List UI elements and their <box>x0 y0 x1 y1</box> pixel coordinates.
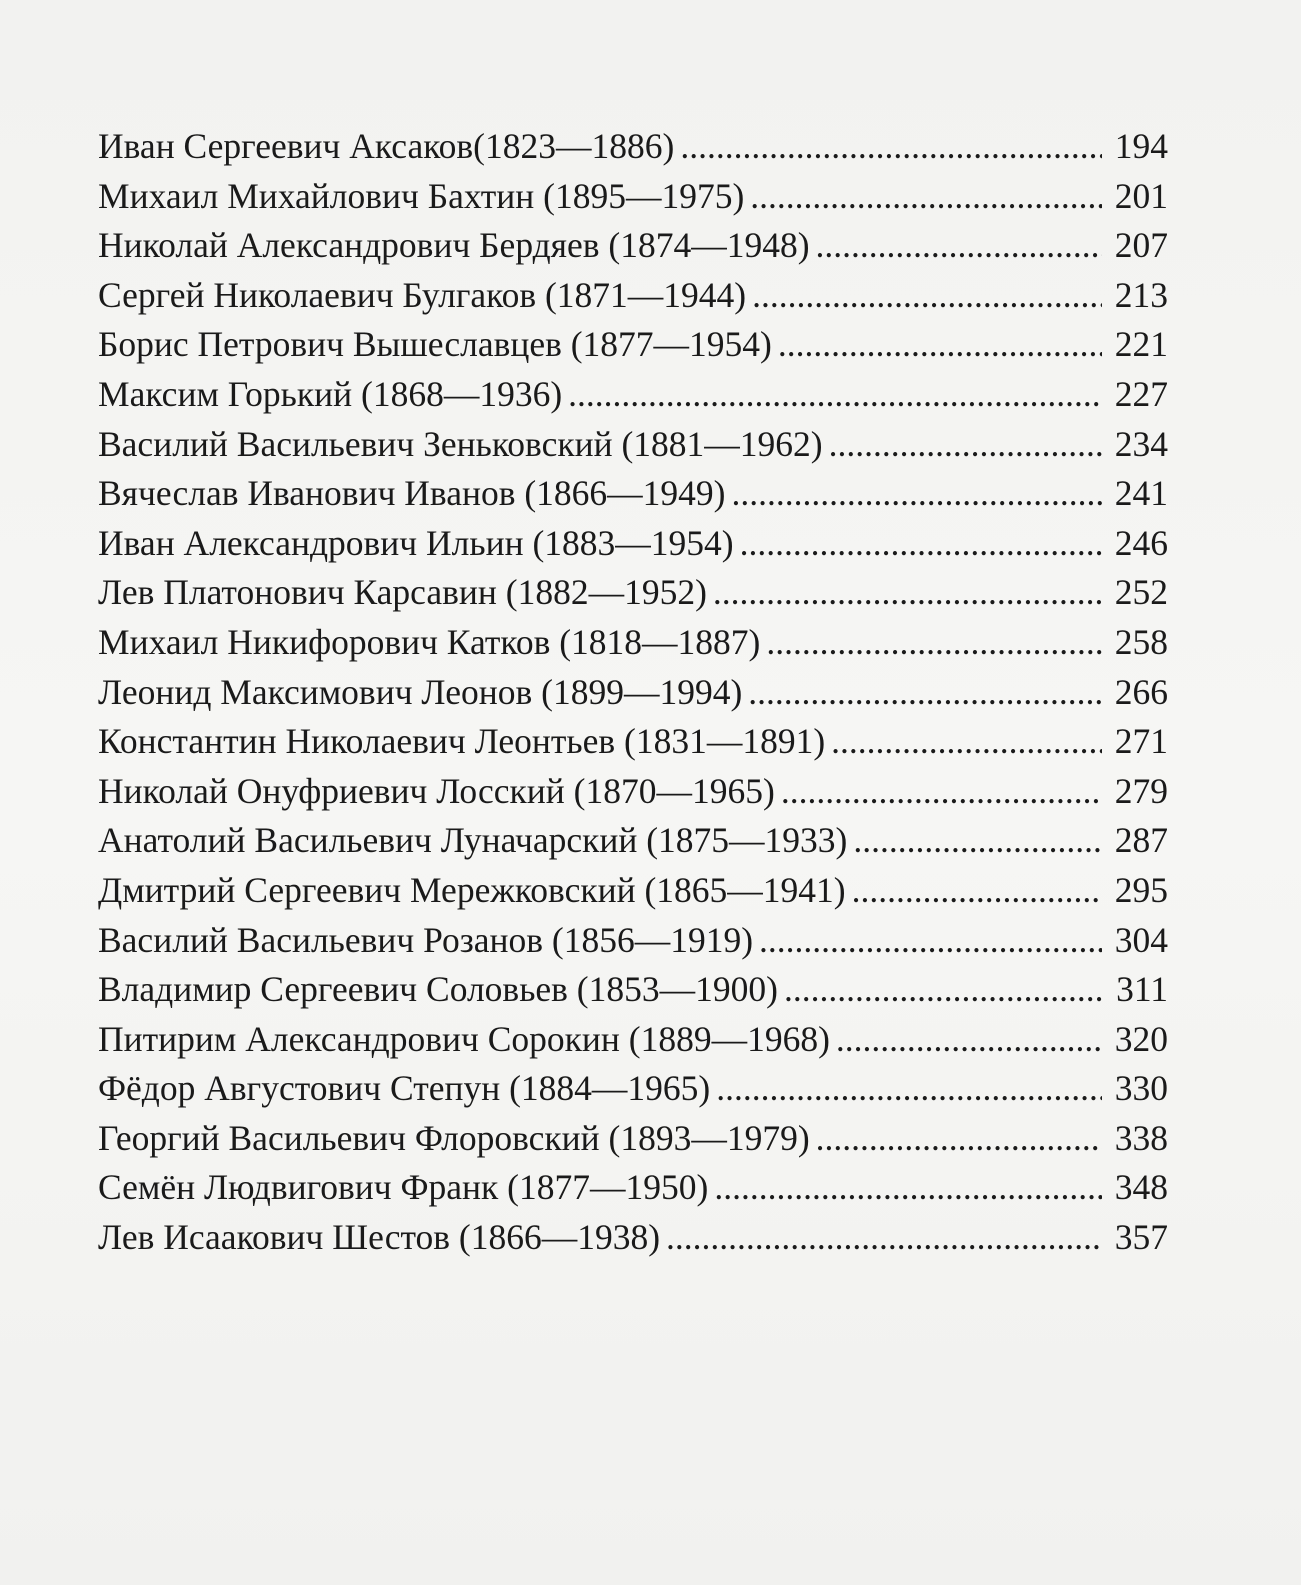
toc-entry <box>98 767 1168 817</box>
toc-entry-title: Константин Николаевич Леонтьев (1831—1891) <box>98 721 826 762</box>
toc-entry-title: Максим Горький (1868—1936) <box>98 373 563 414</box>
toc-entry <box>98 1213 1168 1263</box>
toc-dot-leader <box>831 717 1102 767</box>
toc-dot-leader <box>778 320 1102 370</box>
toc-entry-title: Василий Васильевич Зеньковский (1881—1962) <box>98 423 823 464</box>
toc-entry-title: Лев Исаакович Шестов (1866—1938) <box>98 1217 661 1258</box>
toc-entry-page: 357 <box>1114 1217 1168 1258</box>
toc-entry-title: Николай Александрович Бердяев (1874—1948) <box>98 225 810 266</box>
toc-dot-leader <box>714 1163 1102 1213</box>
toc-entry <box>98 1064 1168 1114</box>
toc-dot-leader <box>852 866 1102 916</box>
toc-entry-page: 246 <box>1114 522 1168 563</box>
toc-entry-page: 287 <box>1114 820 1168 861</box>
toc-entry-page: 330 <box>1114 1068 1168 1109</box>
toc-entry-title: Питирим Александрович Сорокин (1889—1968) <box>98 1018 830 1059</box>
toc-entry-title: Георгий Васильевич Флоровский (1893—1979) <box>98 1117 810 1158</box>
toc-entry-title: Николай Онуфриевич Лосский (1870—1965) <box>98 770 775 811</box>
toc-entry-page: 227 <box>1114 373 1168 414</box>
toc-entry <box>98 568 1168 618</box>
toc-entry-page: 348 <box>1114 1167 1168 1208</box>
toc-entry <box>98 519 1168 569</box>
toc-entry <box>98 866 1168 916</box>
toc-dot-leader <box>781 767 1102 817</box>
toc-entry-page: 266 <box>1114 671 1168 712</box>
toc-entry <box>98 469 1168 519</box>
toc-entry-title: Семён Людвигович Франк (1877—1950) <box>98 1167 709 1208</box>
toc-entry <box>98 221 1168 271</box>
toc-entry-title: Василий Васильевич Розанов (1856—1919) <box>98 919 754 960</box>
toc-entry-page: 320 <box>1114 1018 1168 1059</box>
toc-entry <box>98 965 1168 1015</box>
toc-dot-leader <box>836 1015 1102 1065</box>
toc-entry-page: 221 <box>1114 324 1168 365</box>
toc-entry-page: 279 <box>1114 770 1168 811</box>
toc-entry-page: 207 <box>1114 225 1168 266</box>
toc-entry-title: Анатолий Васильевич Луначарский (1875—1933) <box>98 820 848 861</box>
toc-entry <box>98 618 1168 668</box>
toc-entry-title: Сергей Николаевич Булгаков (1871—1944) <box>98 274 747 315</box>
toc-entry-page: 234 <box>1114 423 1168 464</box>
toc-entry <box>98 916 1168 966</box>
toc-entry-page: 252 <box>1114 572 1168 613</box>
toc-entry-page: 295 <box>1114 869 1168 910</box>
toc-dot-leader <box>750 172 1102 222</box>
toc-dot-leader <box>740 519 1102 569</box>
toc-entry-title: Иван Александрович Ильин (1883—1954) <box>98 522 734 563</box>
toc-entry <box>98 320 1168 370</box>
toc-entry-title: Михаил Михайлович Бахтин (1895—1975) <box>98 175 745 216</box>
toc-entry-page: 311 <box>1116 969 1168 1010</box>
toc-entry-page: 213 <box>1114 274 1168 315</box>
toc-dot-leader <box>766 618 1102 668</box>
toc-entry <box>98 370 1168 420</box>
toc-entry-title: Иван Сергеевич Аксаков(1823—1886) <box>98 126 675 166</box>
toc-entry <box>98 122 1168 172</box>
toc-entry <box>98 1114 1168 1164</box>
toc-dot-leader <box>816 1114 1102 1164</box>
toc-dot-leader <box>713 568 1102 618</box>
toc-entry <box>98 172 1168 222</box>
toc-entry-page: 201 <box>1114 175 1168 216</box>
toc-entry-title: Леонид Максимович Леонов (1899—1994) <box>98 671 743 712</box>
toc-entry-title: Борис Петрович Вышеславцев (1877—1954) <box>98 324 772 365</box>
toc-entry <box>98 717 1168 767</box>
toc-entry-title: Владимир Сергеевич Соловьев (1853—1900) <box>98 969 778 1010</box>
toc-dot-leader <box>568 370 1102 420</box>
toc-entry-title: Михаил Никифорович Катков (1818—1887) <box>98 621 761 662</box>
toc-entry-page: 194 <box>1114 126 1168 166</box>
toc-entry-title: Дмитрий Сергеевич Мережковский (1865—1941) <box>98 869 846 910</box>
toc-dot-leader <box>829 420 1102 470</box>
toc-entry <box>98 420 1168 470</box>
toc-entry-page: 271 <box>1114 721 1168 762</box>
toc-entry-title: Лев Платонович Карсавин (1882—1952) <box>98 572 707 613</box>
toc-dot-leader <box>816 221 1102 271</box>
toc-entry <box>98 271 1168 321</box>
toc-entry-page: 304 <box>1114 919 1168 960</box>
table-of-contents <box>98 122 1168 1263</box>
toc-entry <box>98 668 1168 718</box>
toc-entry-page: 258 <box>1114 621 1168 662</box>
toc-entry-title: Фёдор Августович Степун (1884—1965) <box>98 1068 711 1109</box>
toc-dot-leader <box>748 668 1102 718</box>
toc-dot-leader <box>680 122 1102 172</box>
toc-entry <box>98 1015 1168 1065</box>
toc-dot-leader <box>853 816 1102 866</box>
toc-dot-leader <box>732 469 1102 519</box>
toc-dot-leader <box>759 916 1102 966</box>
toc-entry-title: Вячеслав Иванович Иванов (1866—1949) <box>98 473 726 514</box>
toc-dot-leader <box>784 965 1102 1015</box>
toc-dot-leader <box>716 1064 1102 1114</box>
toc-dot-leader <box>666 1213 1102 1263</box>
toc-entry <box>98 1163 1168 1213</box>
toc-entry <box>98 816 1168 866</box>
toc-entry-page: 241 <box>1114 473 1168 514</box>
toc-entry-page: 338 <box>1114 1117 1168 1158</box>
toc-dot-leader <box>752 271 1102 321</box>
